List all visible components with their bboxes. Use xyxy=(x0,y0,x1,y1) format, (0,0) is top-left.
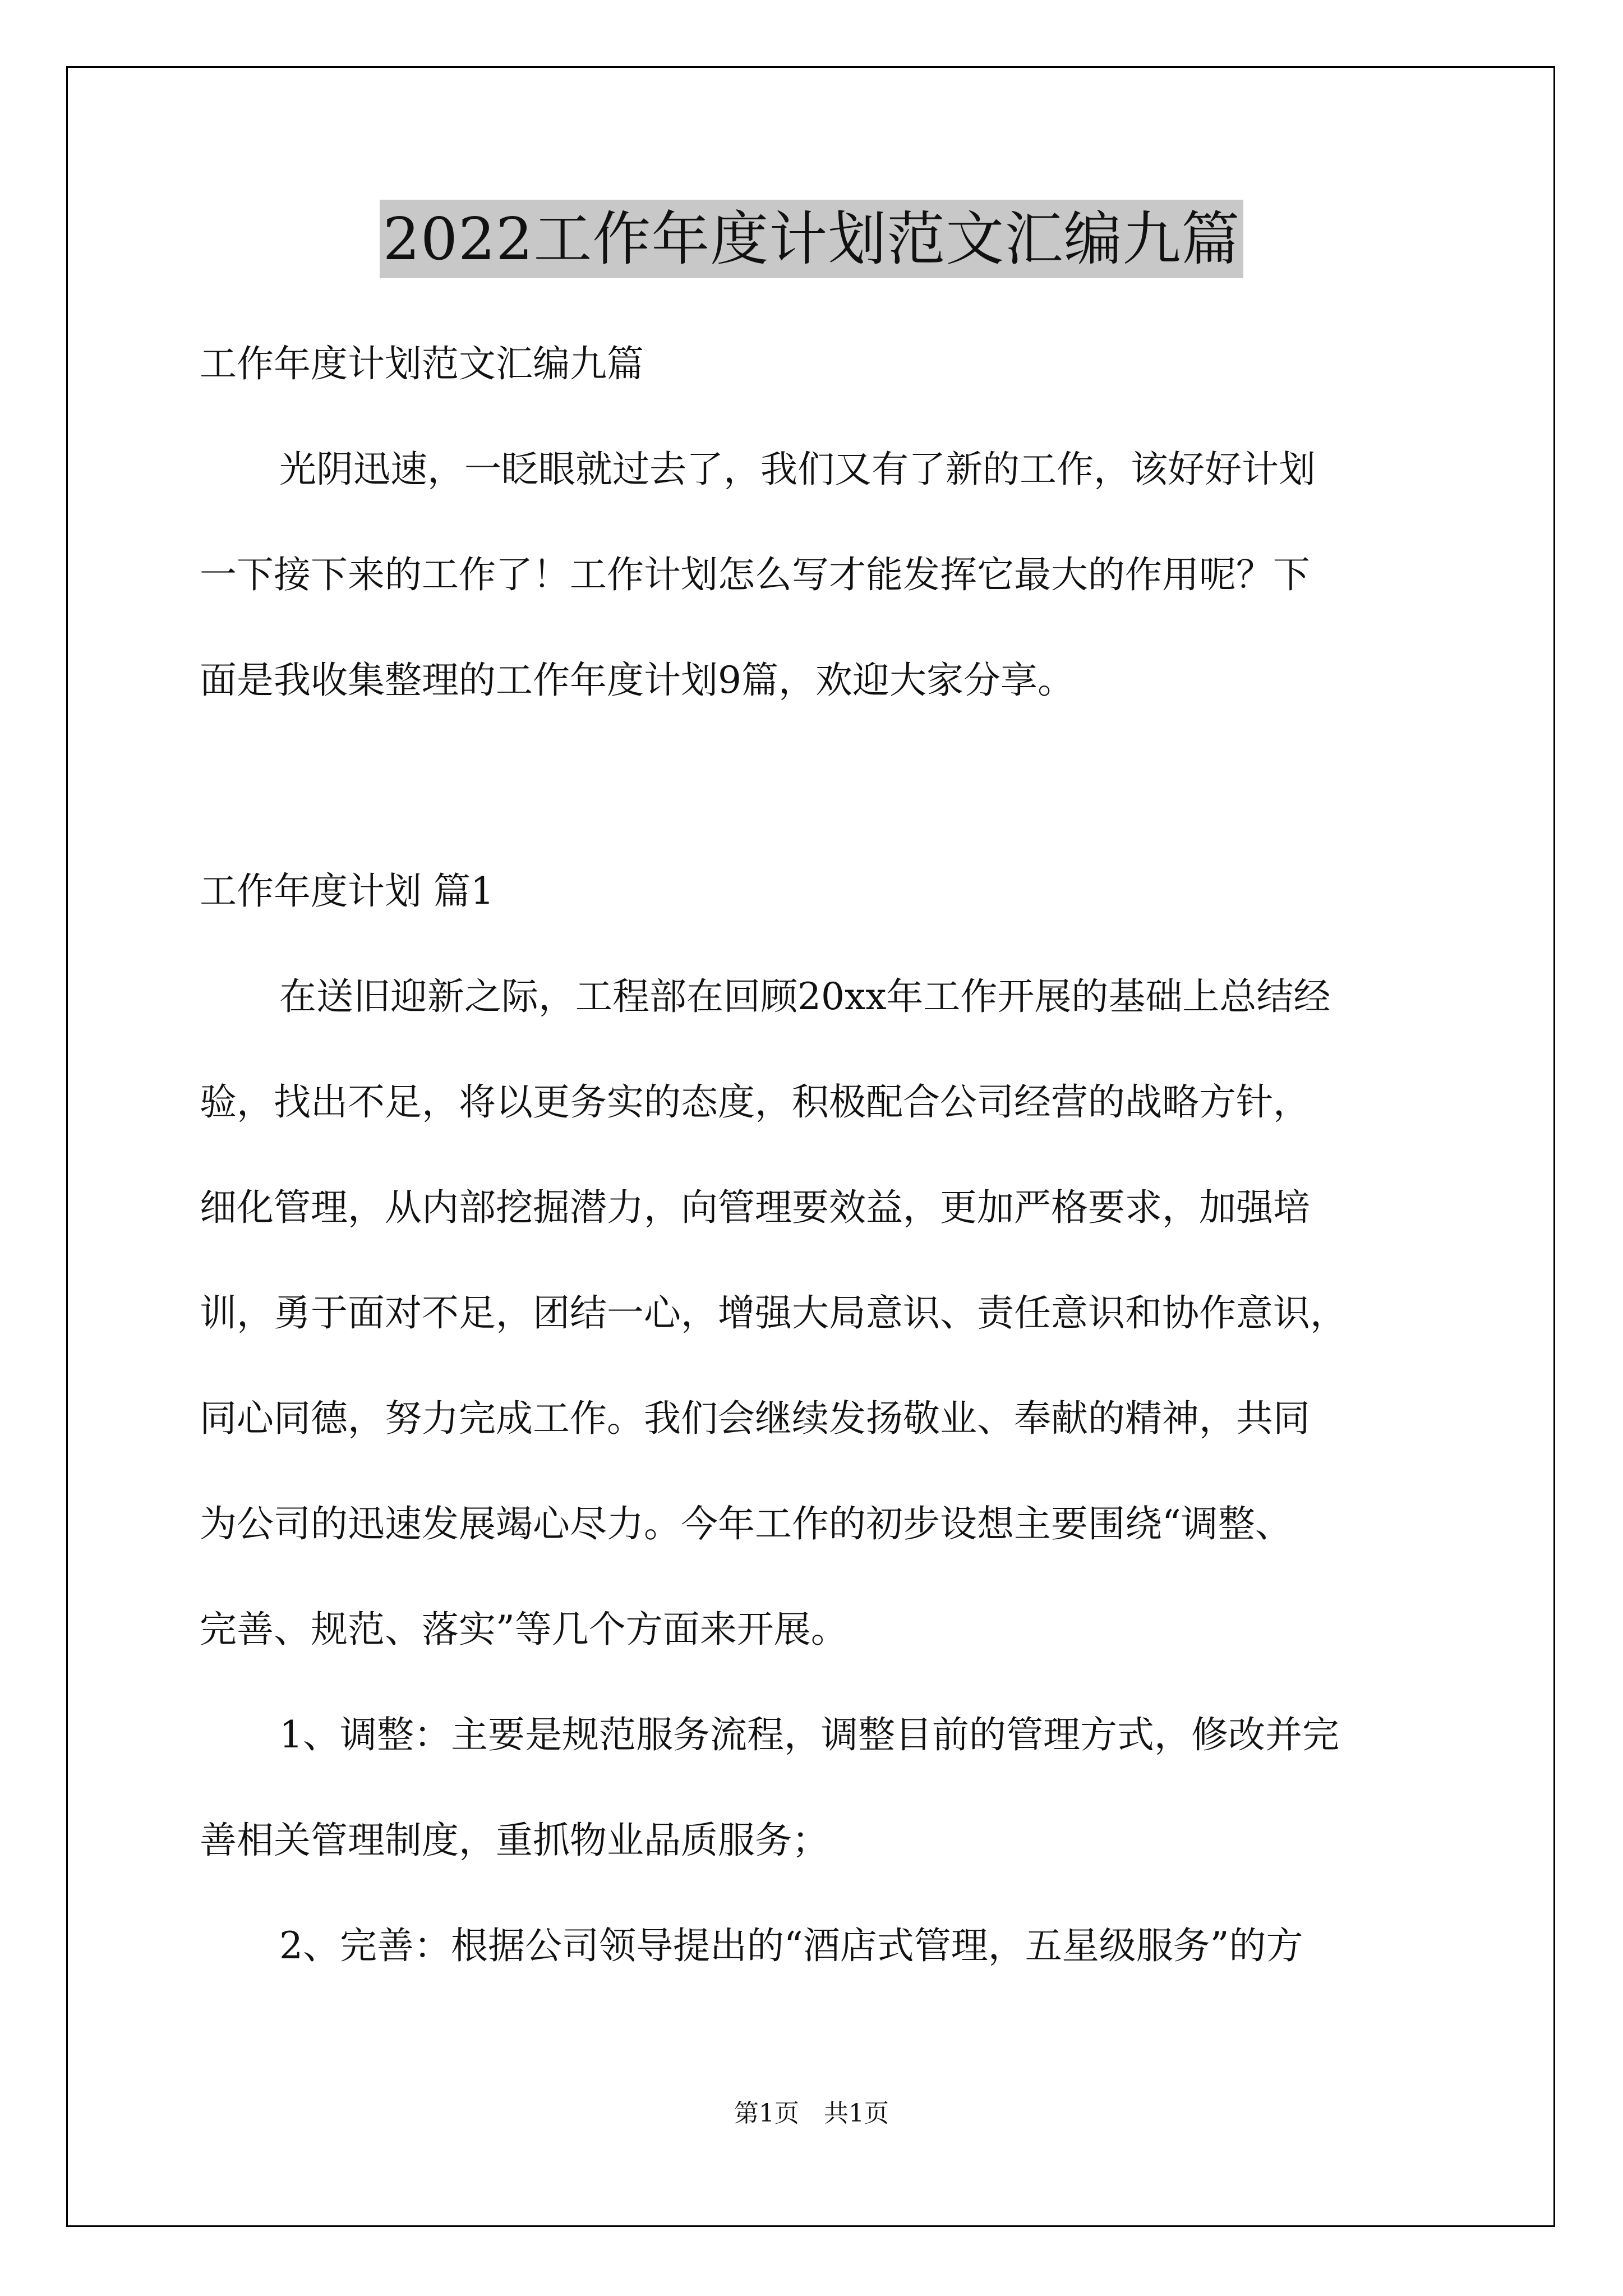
paragraph-line: 2、完善：根据公司领导提出的“酒店式管理，五星级服务”的方 xyxy=(279,1924,1303,1967)
paragraph-line: 细化管理，从内部挖掘潜力，向管理要效益，更加严格要求，加强培 xyxy=(200,1186,1310,1229)
paragraph-line: 善相关管理制度，重抓物业品质服务； xyxy=(200,1819,829,1862)
page-footer: 第1页 共1页 xyxy=(734,2099,889,2128)
paragraph-line: 光阴迅速，一眨眼就过去了，我们又有了新的工作，该好好计划 xyxy=(279,448,1316,491)
paragraph-line: 面是我收集整理的工作年度计划9篇，欢迎大家分享。 xyxy=(200,659,1075,702)
paragraph-line: 同心同德，努力完成工作。我们会继续发扬敬业、奉献的精神，共同 xyxy=(200,1397,1310,1440)
paragraph-line: 为公司的迅速发展竭心尽力。今年工作的初步设想主要围绕“调整、 xyxy=(200,1502,1292,1545)
paragraph-line: 验，找出不足，将以更务实的态度，积极配合公司经营的战略方针， xyxy=(200,1080,1310,1124)
paragraph-line: 在送旧迎新之际，工程部在回顾20xx年工作开展的基础上总结经 xyxy=(279,975,1331,1018)
paragraph-line: 一下接下来的工作了！工作计划怎么写才能发挥它最大的作用呢？下 xyxy=(200,553,1310,596)
paragraph-line: 1、调整：主要是规范服务流程，调整目前的管理方式，修改并完 xyxy=(279,1713,1339,1756)
paragraph-line: 训，勇于面对不足，团结一心，增强大局意识、责任意识和协作意识， xyxy=(200,1291,1347,1335)
paragraph-line: 完善、规范、落实”等几个方面来开展。 xyxy=(200,1608,848,1651)
document-title: 2022工作年度计划范文汇编九篇 xyxy=(380,200,1244,278)
blank-line xyxy=(200,733,1456,839)
subtitle-line: 工作年度计划范文汇编九篇 xyxy=(200,342,644,385)
section-heading: 工作年度计划 篇1 xyxy=(200,869,494,913)
title-container xyxy=(0,200,1623,278)
document-body xyxy=(200,311,1456,1999)
